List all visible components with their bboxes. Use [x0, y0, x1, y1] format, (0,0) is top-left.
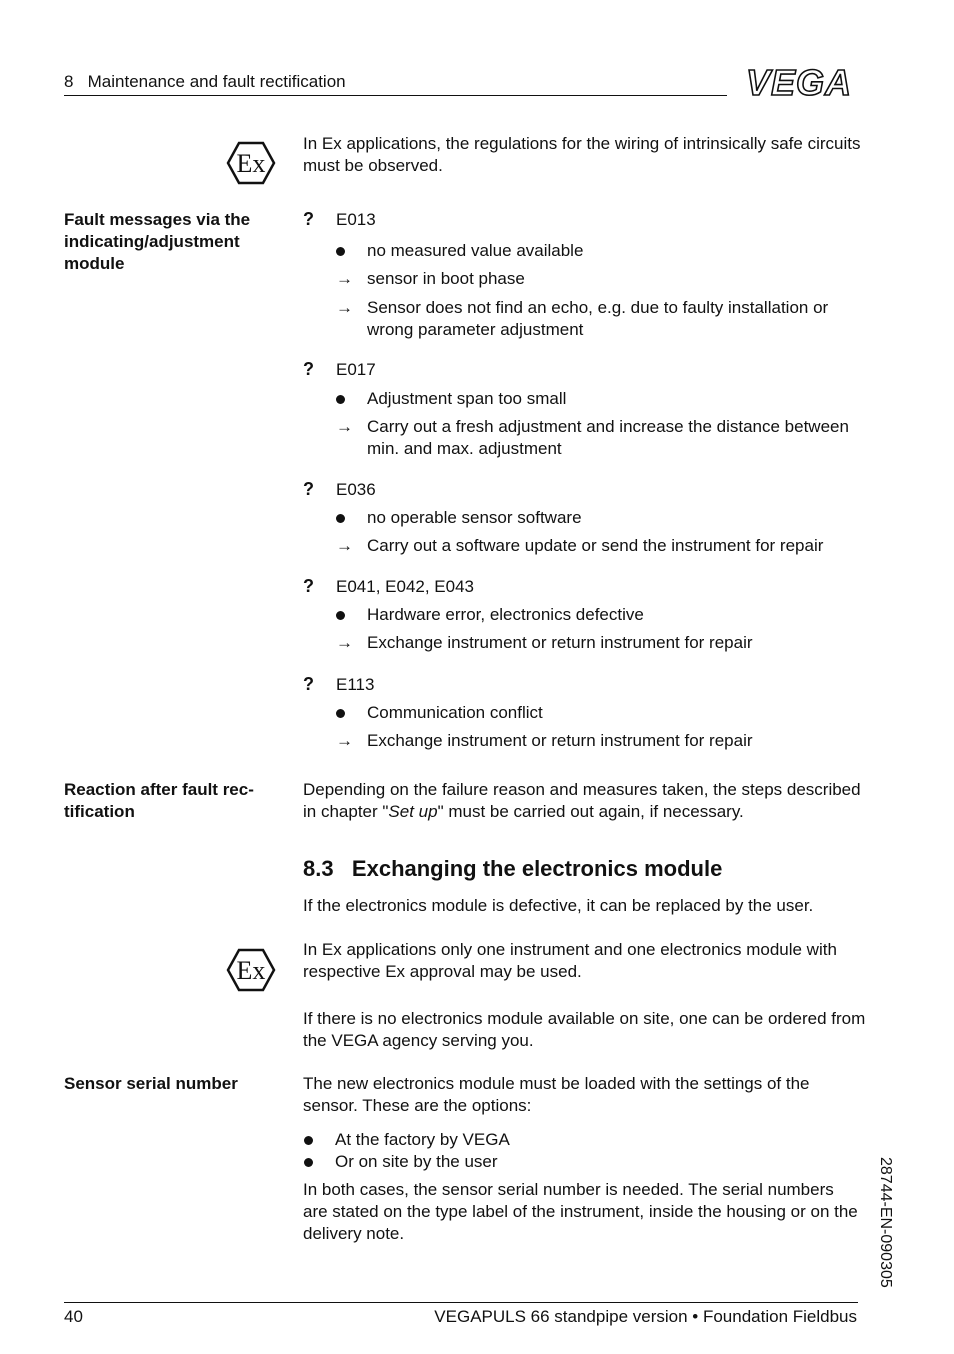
fault-cause: Adjustment span too small	[367, 389, 567, 408]
fault-question-mark: ?	[303, 479, 314, 499]
cause-bullet	[336, 604, 352, 626]
section-intro: If the electronics module is defective, it can be replaced by the user.	[303, 896, 814, 915]
fault-question-mark: ?	[303, 674, 314, 694]
fault-question-mark: ?	[303, 576, 314, 596]
fault-question-mark: ?	[303, 209, 314, 229]
serial-heading: Sensor serial number	[64, 1074, 238, 1093]
arrow-icon: →	[336, 269, 353, 288]
fault-code: E036	[336, 480, 376, 499]
document-code: 28744-EN-090305	[877, 1157, 894, 1288]
fault-remedy: Exchange instrument or return instrument for repair	[367, 731, 753, 750]
fault-remedy: Exchange instrument or return instrument for repair	[367, 633, 753, 652]
fault-remedy: Carry out a software update or send the instrument for repair	[367, 536, 824, 555]
svg-text:Ex: Ex	[236, 956, 266, 985]
document-title: VEGAPULS 66 standpipe version • Foundation Fieldbus	[434, 1307, 857, 1326]
option-item: At the factory by VEGA	[335, 1130, 510, 1149]
fault-remedy: Sensor does not find an echo, e.g. due to faulty installation or wrong parameter adjustment	[367, 298, 829, 339]
cause-bullet	[336, 507, 352, 529]
cause-bullet	[336, 702, 352, 724]
fault-code: E113	[336, 675, 375, 694]
order-note: If there is no electronics module available on site, one can be ordered from the VEGA agency serving you.	[303, 1009, 866, 1050]
ex-protection-icon	[226, 141, 276, 185]
fault-cause: no measured value available	[367, 241, 584, 260]
fault-cause: Hardware error, electronics defective	[367, 605, 644, 624]
svg-text:Ex: Ex	[236, 149, 266, 178]
fault-code: E041, E042, E043	[336, 577, 475, 596]
fault-code: E013	[336, 210, 376, 229]
fault-cause: no operable sensor software	[367, 508, 582, 527]
page-number: 40	[64, 1307, 83, 1326]
header-chapter-title: 8 Maintenance and fault rectification	[64, 72, 346, 91]
ex-protection-icon	[226, 948, 276, 992]
option-bullet	[304, 1129, 313, 1151]
option-bullet	[304, 1151, 313, 1173]
arrow-icon: →	[336, 298, 353, 317]
fault-cause: Communication conflict	[367, 703, 543, 722]
fault-question-mark: ?	[303, 359, 314, 379]
fault-messages-heading: Fault messages via the indicating/adjustment module	[64, 210, 251, 273]
ex-wiring-note: In Ex applications, the regulations for the wiring of intrinsically safe circuits must be observed.	[303, 134, 861, 175]
reaction-heading: Reaction after fault rec-tification	[64, 780, 254, 821]
cause-bullet	[336, 240, 352, 262]
fault-remedy: sensor in boot phase	[367, 269, 525, 288]
reaction-text: Depending on the failure reason and measures taken, the steps described in chapter "Set up" must be carried out again, if necessary.	[303, 780, 861, 821]
fault-remedy: Carry out a fresh adjustment and increase the distance between min. and max. adjustment	[367, 417, 849, 458]
arrow-icon: →	[336, 633, 353, 652]
header-rule	[64, 95, 727, 96]
vega-logo	[739, 64, 859, 100]
arrow-icon: →	[336, 417, 353, 436]
cause-bullet	[336, 388, 352, 410]
footer-rule	[64, 1302, 858, 1303]
arrow-icon: →	[336, 536, 353, 555]
serial-closing: In both cases, the sensor serial number is needed. The serial numbers are stated on the type label of the instrument, inside the housing or on the delivery note.	[303, 1180, 858, 1243]
ex-approval-note: In Ex applications only one instrument and one electronics module with respective Ex approval may be used.	[303, 940, 837, 981]
serial-intro: The new electronics module must be loaded with the settings of the sensor. These are the options:	[303, 1074, 810, 1115]
option-item: Or on site by the user	[335, 1152, 498, 1171]
logo-text: VEGA	[745, 64, 853, 100]
fault-code: E017	[336, 360, 376, 379]
chapter-reference: Set up	[388, 802, 438, 821]
arrow-icon: →	[336, 731, 353, 750]
section-heading: 8.3 Exchanging the electronics module	[303, 856, 723, 881]
